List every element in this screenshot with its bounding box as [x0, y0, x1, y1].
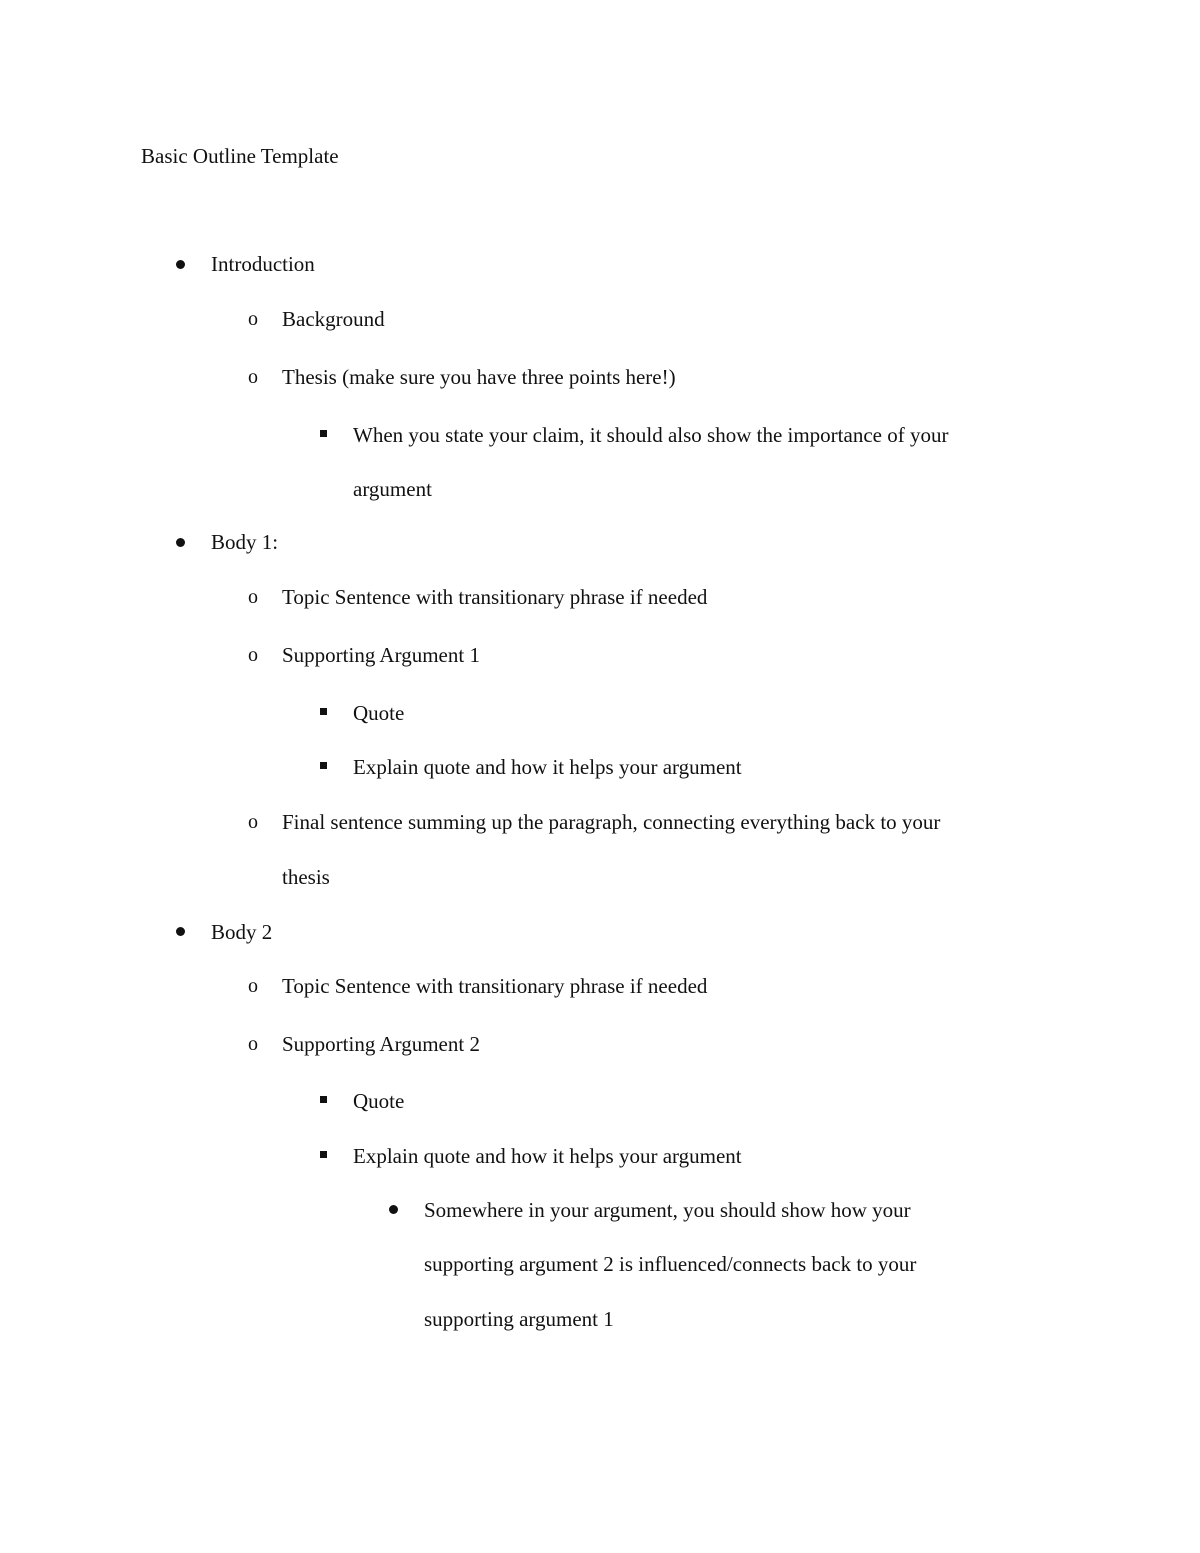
outline-subsubitem-body1-quote: Quote — [353, 701, 405, 725]
bullet-square-icon — [320, 708, 327, 715]
outline-subitem-background: Background — [282, 307, 385, 331]
bullet-circle-icon: o — [248, 586, 258, 608]
bullet-square-icon — [320, 1151, 327, 1158]
outline-subitem-body1-topic: Topic Sentence with transitionary phrase if needed — [282, 585, 708, 609]
outline-item-introduction: Introduction — [211, 252, 315, 276]
bullet-circle-icon: o — [248, 1033, 258, 1055]
bullet-dot-icon — [389, 1205, 398, 1214]
outline-subitem-body1-final-cont: thesis — [282, 865, 330, 889]
bullet-square-icon — [320, 430, 327, 437]
outline-subitem-thesis: Thesis (make sure you have three points here!) — [282, 365, 676, 389]
outline-item-body2: Body 2 — [211, 920, 273, 944]
outline-subitem-body2-topic: Topic Sentence with transitionary phrase if needed — [282, 974, 708, 998]
bullet-circle-icon: o — [248, 308, 258, 330]
outline-subsubitem-body2-quote: Quote — [353, 1089, 405, 1113]
outline-level4-body2-note-end: supporting argument 1 — [424, 1307, 614, 1331]
document-title: Basic Outline Template — [141, 144, 339, 168]
bullet-dot-icon — [176, 260, 185, 269]
outline-subsubitem-body1-explain: Explain quote and how it helps your argument — [353, 755, 742, 779]
outline-subitem-body1-support: Supporting Argument 1 — [282, 643, 480, 667]
bullet-circle-icon: o — [248, 811, 258, 833]
bullet-dot-icon — [176, 927, 185, 936]
outline-subsubitem-thesis-note-cont: argument — [353, 477, 432, 501]
bullet-square-icon — [320, 762, 327, 769]
outline-level4-body2-note: Somewhere in your argument, you should show how your — [424, 1198, 911, 1222]
outline-item-body1: Body 1: — [211, 530, 279, 554]
outline-level4-body2-note-cont: supporting argument 2 is influenced/connects back to your — [424, 1252, 917, 1276]
outline-subitem-body2-support: Supporting Argument 2 — [282, 1032, 480, 1056]
bullet-circle-icon: o — [248, 975, 258, 997]
bullet-circle-icon: o — [248, 366, 258, 388]
outline-subitem-body1-final: Final sentence summing up the paragraph, connecting everything back to your — [282, 810, 941, 834]
bullet-dot-icon — [176, 538, 185, 547]
outline-subsubitem-body2-explain: Explain quote and how it helps your argument — [353, 1144, 742, 1168]
bullet-circle-icon: o — [248, 644, 258, 666]
outline-subsubitem-thesis-note: When you state your claim, it should also show the importance of your — [353, 423, 949, 447]
bullet-square-icon — [320, 1096, 327, 1103]
